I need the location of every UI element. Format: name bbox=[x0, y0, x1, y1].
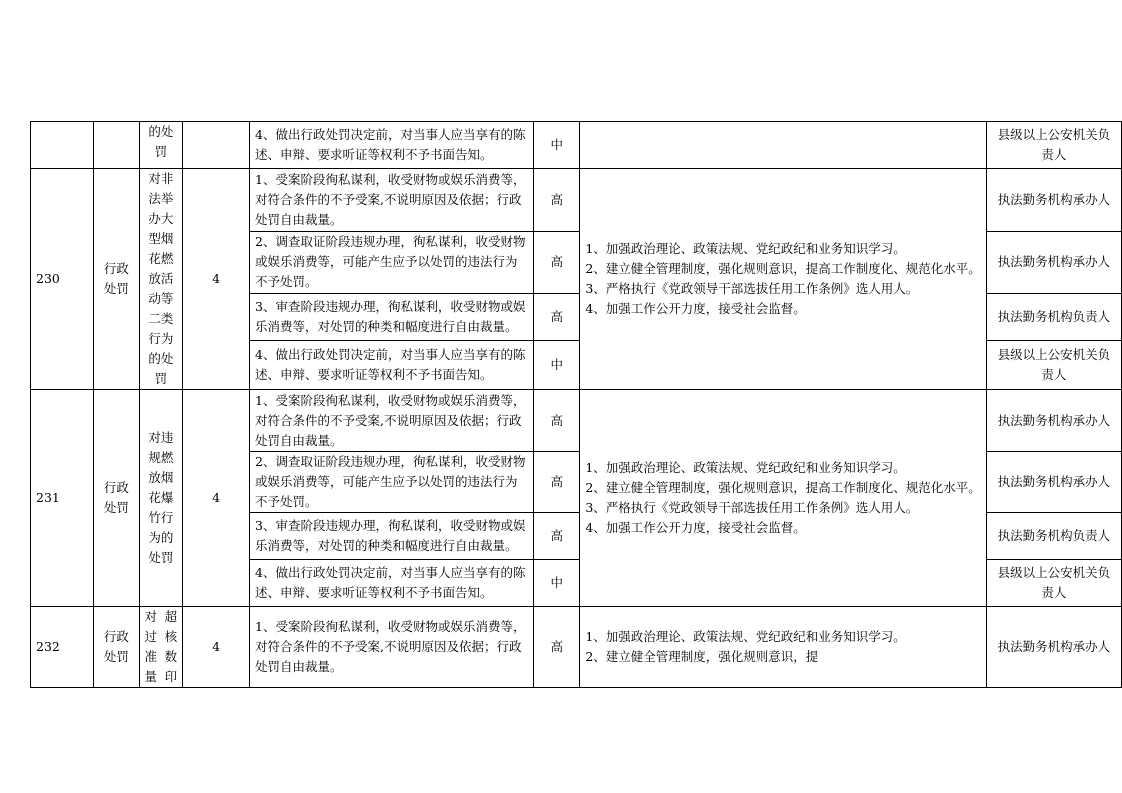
item-name: 对非法举办大型烟花燃放活动等二类行为的处罚 bbox=[139, 169, 183, 390]
number-cell bbox=[31, 122, 94, 169]
risk-description: 1、受案阶段徇私谋利，收受财物或娱乐消费等，对符合条件的不予受案,不说明原因及依据；行政处罚自由裁量。 bbox=[250, 390, 534, 452]
risk-description: 4、做出行政处罚决定前，对当事人应当享有的陈述、申辩、要求听证等权利不予书面告知。 bbox=[250, 560, 534, 607]
risk-description: 2、调查取证阶段违规办理，徇私谋利，收受财物或娱乐消费等，可能产生应予以处罚的违法行为不予处罚。 bbox=[250, 231, 534, 293]
risk-table bbox=[30, 121, 1122, 688]
risk-level: 高 bbox=[534, 513, 580, 560]
item-category: 行政处罚 bbox=[94, 169, 139, 390]
item-number: 231 bbox=[31, 390, 94, 607]
risk-level: 高 bbox=[534, 293, 580, 341]
risk-description: 4、做出行政处罚决定前，对当事人应当享有的陈述、申辩、要求听证等权利不予书面告知。 bbox=[250, 341, 534, 390]
table-row bbox=[31, 122, 1122, 169]
table-row bbox=[31, 390, 1122, 452]
responsible-person: 执法勤务机构承办人 bbox=[986, 607, 1121, 688]
responsible-person: 执法勤务机构负责人 bbox=[986, 293, 1121, 341]
measure-item: 3、严格执行《党政领导干部选拔任用工作条例》选人用人。 bbox=[585, 281, 919, 296]
table-row bbox=[31, 607, 1122, 688]
risk-level: 高 bbox=[534, 607, 580, 688]
measure-item: 1、加强政治理论、政策法规、党纪政纪和业务知识学习。 bbox=[585, 629, 906, 644]
item-cell: 的处罚 bbox=[139, 122, 183, 169]
risk-description: 3、审查阶段违规办理，徇私谋利，收受财物或娱乐消费等，对处罚的种类和幅度进行自由裁量。 bbox=[250, 293, 534, 341]
measure-item: 2、建立健全管理制度，强化规则意识，提 bbox=[585, 649, 819, 664]
risk-level: 中 bbox=[534, 341, 580, 390]
risk-count: 4 bbox=[183, 607, 250, 688]
item-category: 行政处罚 bbox=[94, 607, 139, 688]
responsible-person: 执法勤务机构承办人 bbox=[986, 390, 1121, 452]
risk-description: 4、做出行政处罚决定前，对当事人应当享有的陈述、申辩、要求听证等权利不予书面告知。 bbox=[250, 122, 534, 169]
measure-item: 4、加强工作公开力度，接受社会监督。 bbox=[585, 301, 806, 316]
risk-description: 3、审查阶段违规办理，徇私谋利，收受财物或娱乐消费等，对处罚的种类和幅度进行自由裁量。 bbox=[250, 513, 534, 560]
measures-cell bbox=[580, 122, 986, 169]
item-name: 对违规燃放烟花爆竹行为的处罚 bbox=[139, 390, 183, 607]
responsible-person: 县级以上公安机关负责人 bbox=[986, 341, 1121, 390]
measure-item: 1、加强政治理论、政策法规、党纪政纪和业务知识学习。 bbox=[585, 460, 906, 475]
measures-cell bbox=[580, 390, 986, 607]
responsible-person: 执法勤务机构负责人 bbox=[986, 513, 1121, 560]
responsible-person: 执法勤务机构承办人 bbox=[986, 231, 1121, 293]
risk-level: 中 bbox=[534, 560, 580, 607]
measure-item: 2、建立健全管理制度，强化规则意识，提高工作制度化、规范化水平。 bbox=[585, 480, 981, 495]
item-category: 行政处罚 bbox=[94, 390, 139, 607]
responsible-person: 执法勤务机构承办人 bbox=[986, 169, 1121, 232]
item-number: 230 bbox=[31, 169, 94, 390]
responsible-person: 县级以上公安机关负责人 bbox=[986, 560, 1121, 607]
item-name: 对超过核准数量印 bbox=[139, 607, 183, 688]
measure-item: 1、加强政治理论、政策法规、党纪政纪和业务知识学习。 bbox=[585, 241, 906, 256]
risk-level: 中 bbox=[534, 122, 580, 169]
risk-description: 1、受案阶段徇私谋利，收受财物或娱乐消费等，对符合条件的不予受案,不说明原因及依据；行政处罚自由裁量。 bbox=[250, 169, 534, 232]
risk-level: 高 bbox=[534, 169, 580, 232]
responsible-person: 县级以上公安机关负责人 bbox=[986, 122, 1121, 169]
risk-count: 4 bbox=[183, 169, 250, 390]
table-row bbox=[31, 169, 1122, 232]
risk-level: 高 bbox=[534, 231, 580, 293]
measure-item: 3、严格执行《党政领导干部选拔任用工作条例》选人用人。 bbox=[585, 500, 919, 515]
category-cell bbox=[94, 122, 139, 169]
risk-description: 1、受案阶段徇私谋利，收受财物或娱乐消费等，对符合条件的不予受案,不说明原因及依据；行政处罚自由裁量。 bbox=[250, 607, 534, 688]
risk-count: 4 bbox=[183, 390, 250, 607]
item-number: 232 bbox=[31, 607, 94, 688]
count-cell bbox=[183, 122, 250, 169]
risk-level: 高 bbox=[534, 452, 580, 513]
responsible-person: 执法勤务机构承办人 bbox=[986, 452, 1121, 513]
risk-level: 高 bbox=[534, 390, 580, 452]
risk-description: 2、调查取证阶段违规办理，徇私谋利，收受财物或娱乐消费等，可能产生应予以处罚的违法行为不予处罚。 bbox=[250, 452, 534, 513]
measures-cell bbox=[580, 169, 986, 390]
measure-item: 2、建立健全管理制度，强化规则意识，提高工作制度化、规范化水平。 bbox=[585, 261, 981, 276]
measures-cell bbox=[580, 607, 986, 688]
measure-item: 4、加强工作公开力度，接受社会监督。 bbox=[585, 520, 806, 535]
